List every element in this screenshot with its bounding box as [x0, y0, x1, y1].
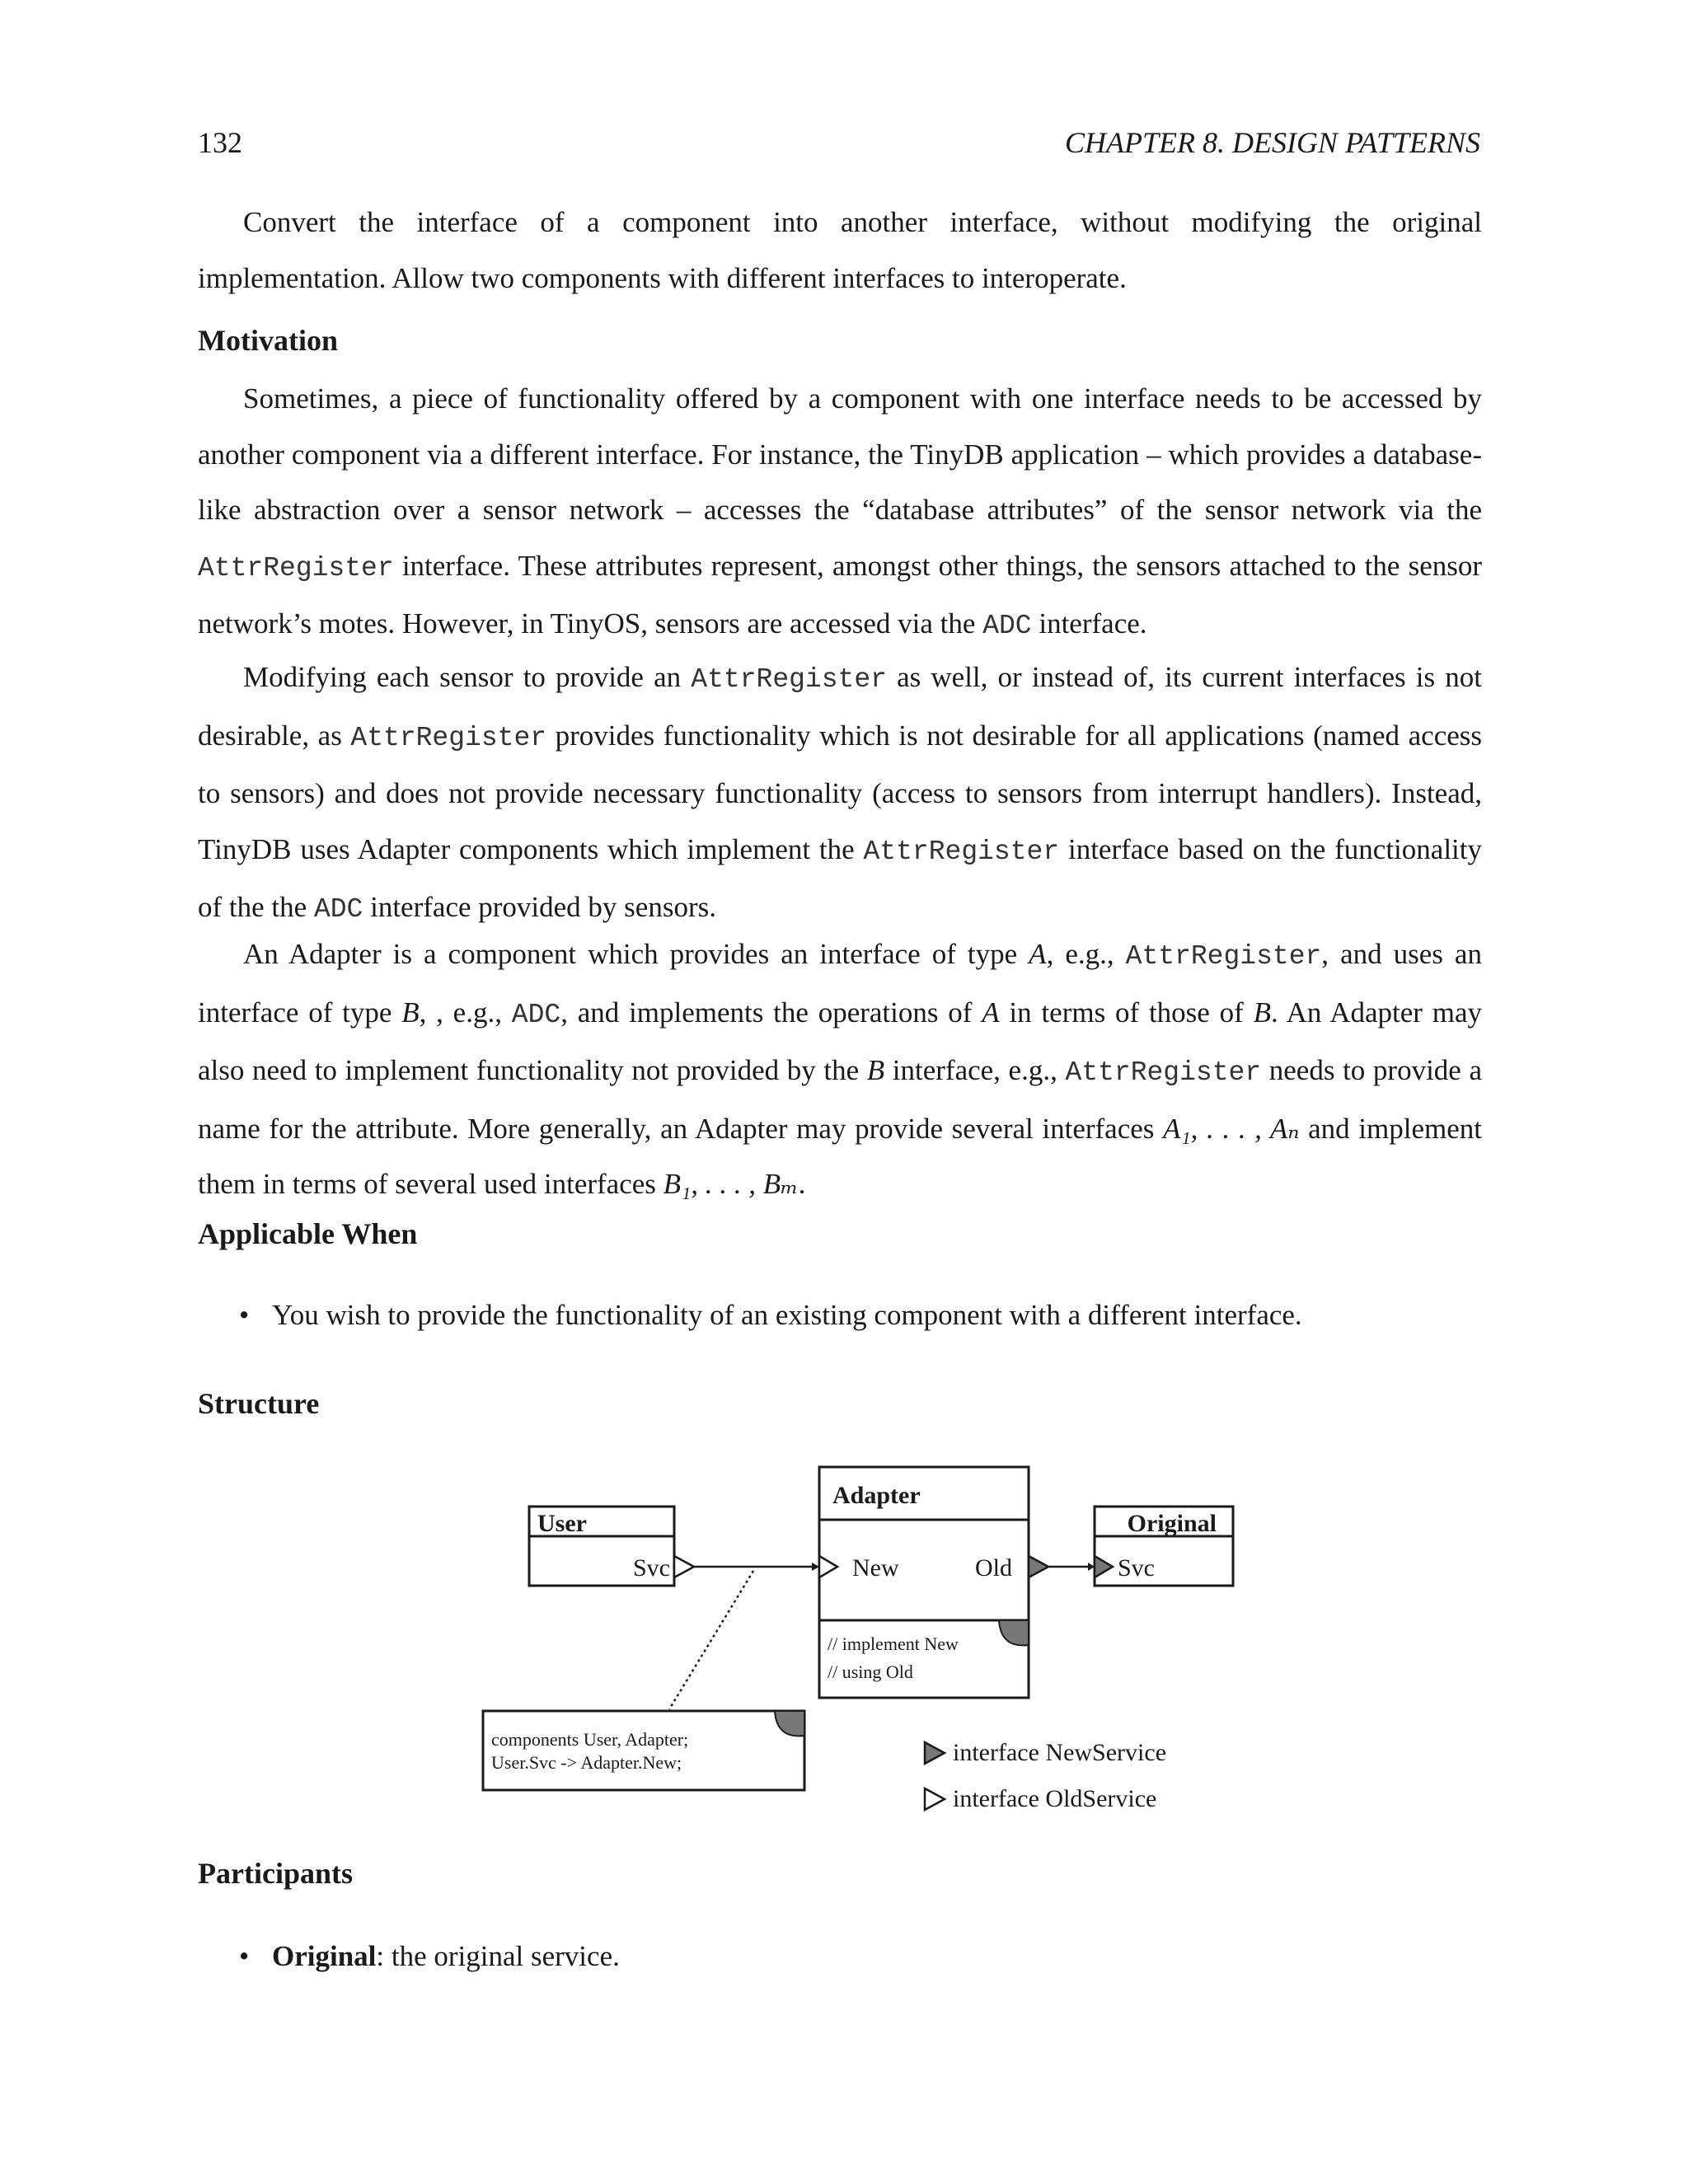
structure-heading: Structure: [198, 1387, 320, 1420]
motivation-paragraph-2: Modifying each sensor to provide an AttrRegister as well, or instead of, its current interfaces is not desirable, as AttrRegister provides functionality which is not desirable for all applications (named access to sensors) and does not provide necessary functionality (access to sensors from interrupt handlers). Instead, TinyDB uses Adapter components which implement the AttrRegister interface based on the functionality of the the ADC interface provided by sensors.: [198, 661, 1483, 925]
wiring-note-line-1: components User, Adapter;: [491, 1729, 689, 1750]
adapter-old-port-icon: [1029, 1556, 1048, 1577]
original-title: Original: [1127, 1510, 1217, 1537]
intent-paragraph: Convert the interface of a component into another interface, without modifying the original implementation. Allow two components with different interfaces to interoperate.: [198, 206, 1482, 294]
wiring-note-box: [483, 1711, 804, 1790]
page-number: 132: [198, 126, 242, 159]
adapter-old-label: Old: [975, 1554, 1012, 1582]
user-title: User: [537, 1510, 587, 1537]
legend-old-service-icon: [925, 1788, 945, 1810]
note-link-dotted: [669, 1571, 753, 1709]
motivation-heading: Motivation: [198, 324, 338, 357]
bullet-dot-icon: •: [239, 1299, 250, 1331]
adapter-structure-diagram: [462, 1451, 1253, 1830]
bullet-dot-icon: •: [239, 1940, 250, 1972]
applicable-heading: Applicable When: [198, 1217, 418, 1250]
user-port-label: Svc: [633, 1554, 670, 1582]
legend-new-service-icon: [925, 1742, 945, 1764]
motivation-paragraph-1: Sometimes, a piece of functionality offered by a component with one interface needs to be accessed by another component via a different interface. For instance, the TinyDB application – which provides a database-like abstraction over a sensor network – accesses the “database attributes” of the sensor network via the AttrRegister interface. These attributes represent, amongst other things, the sensors attached to the sensor network’s motes. However, in TinyOS, sensors are accessed via the ADC interface.: [198, 382, 1482, 641]
wiring-note-line-2: User.Svc -> Adapter.New;: [491, 1752, 682, 1773]
adapter-new-label: New: [852, 1554, 899, 1582]
running-header: CHAPTER 8. DESIGN PATTERNS: [1064, 126, 1480, 159]
motivation-paragraph-3: An Adapter is a component which provides an interface of type A, e.g., AttrRegister, and uses an interface of type B, , e.g., ADC, and implements the operations of A in terms of those of B. An Adapter may also need to implement functionality not provided by the B interface, e.g., AttrRegister needs to provide a name for the attribute. More generally, an Adapter may provide several interfaces A₁, . . . , Aₙ and implement them in terms of several used interfaces B₁, . . . , Bₘ.: [198, 938, 1482, 1200]
adapter-note-line-2: // using Old: [828, 1661, 913, 1682]
adapter-title: Adapter: [832, 1482, 921, 1509]
original-port-label: Svc: [1118, 1554, 1155, 1582]
participants-heading: Participants: [198, 1857, 353, 1890]
legend-new-service-label: interface NewService: [953, 1739, 1167, 1766]
legend-old-service-label: interface OldService: [953, 1785, 1157, 1812]
user-svc-port-icon: [674, 1556, 694, 1577]
adapter-note-line-1: // implement New: [828, 1633, 959, 1654]
document-page: 132 CHAPTER 8. DESIGN PATTERNS Convert the interface of a component into another interface, without modifying the original implementation. Allow two components with different interfaces to interoperate. Motivation Sometimes, a piece of functionality offered by a component with one interface needs to be accessed by another component via a different interface. For instance, the TinyDB application – which provides a database-like abstraction over a sensor network – accesses the “database attributes” of the sensor network via the AttrRegister interface. These attributes represent, amongst other things, the sensors attached to the sensor network’s motes. However, in TinyOS, sensors are accessed via the ADC interface. Modifying each sensor to provide an AttrRegister as well, or instead of, its current interfaces is not desirable, as AttrRegister provides functionality which is not desirable for all applications (named access to sensors) and does not provide necessary functionality (access to sensors from interrupt handlers). Instead, TinyDB uses Adapter components which implement the AttrRegister interface based on the functionality of the the ADC interface provided by sensors. An Adapter is a component which provides an interface of type A, e.g., AttrRegister, and uses an interface of type B, , e.g., ADC, and implements the operations of A in terms of those of B. An Adapter may also need to implement functionality not provided by the B interface, e.g., AttrRegister needs to provide a name for the attribute. More generally, an Adapter may provide several interfaces A₁, . . . , Aₙ and implement them in terms of several used interfaces B₁, . . . , Bₘ. Applicable When • You wish to provide the functionality of an existing component with a different interface. Structure User Svc Adapter New Old // implement New // using Old Original Svc components User, Adapter; User.Svc -> Adapter.New; interface NewService interface OldService Participants • Original: the original service.: [198, 126, 1483, 1972]
